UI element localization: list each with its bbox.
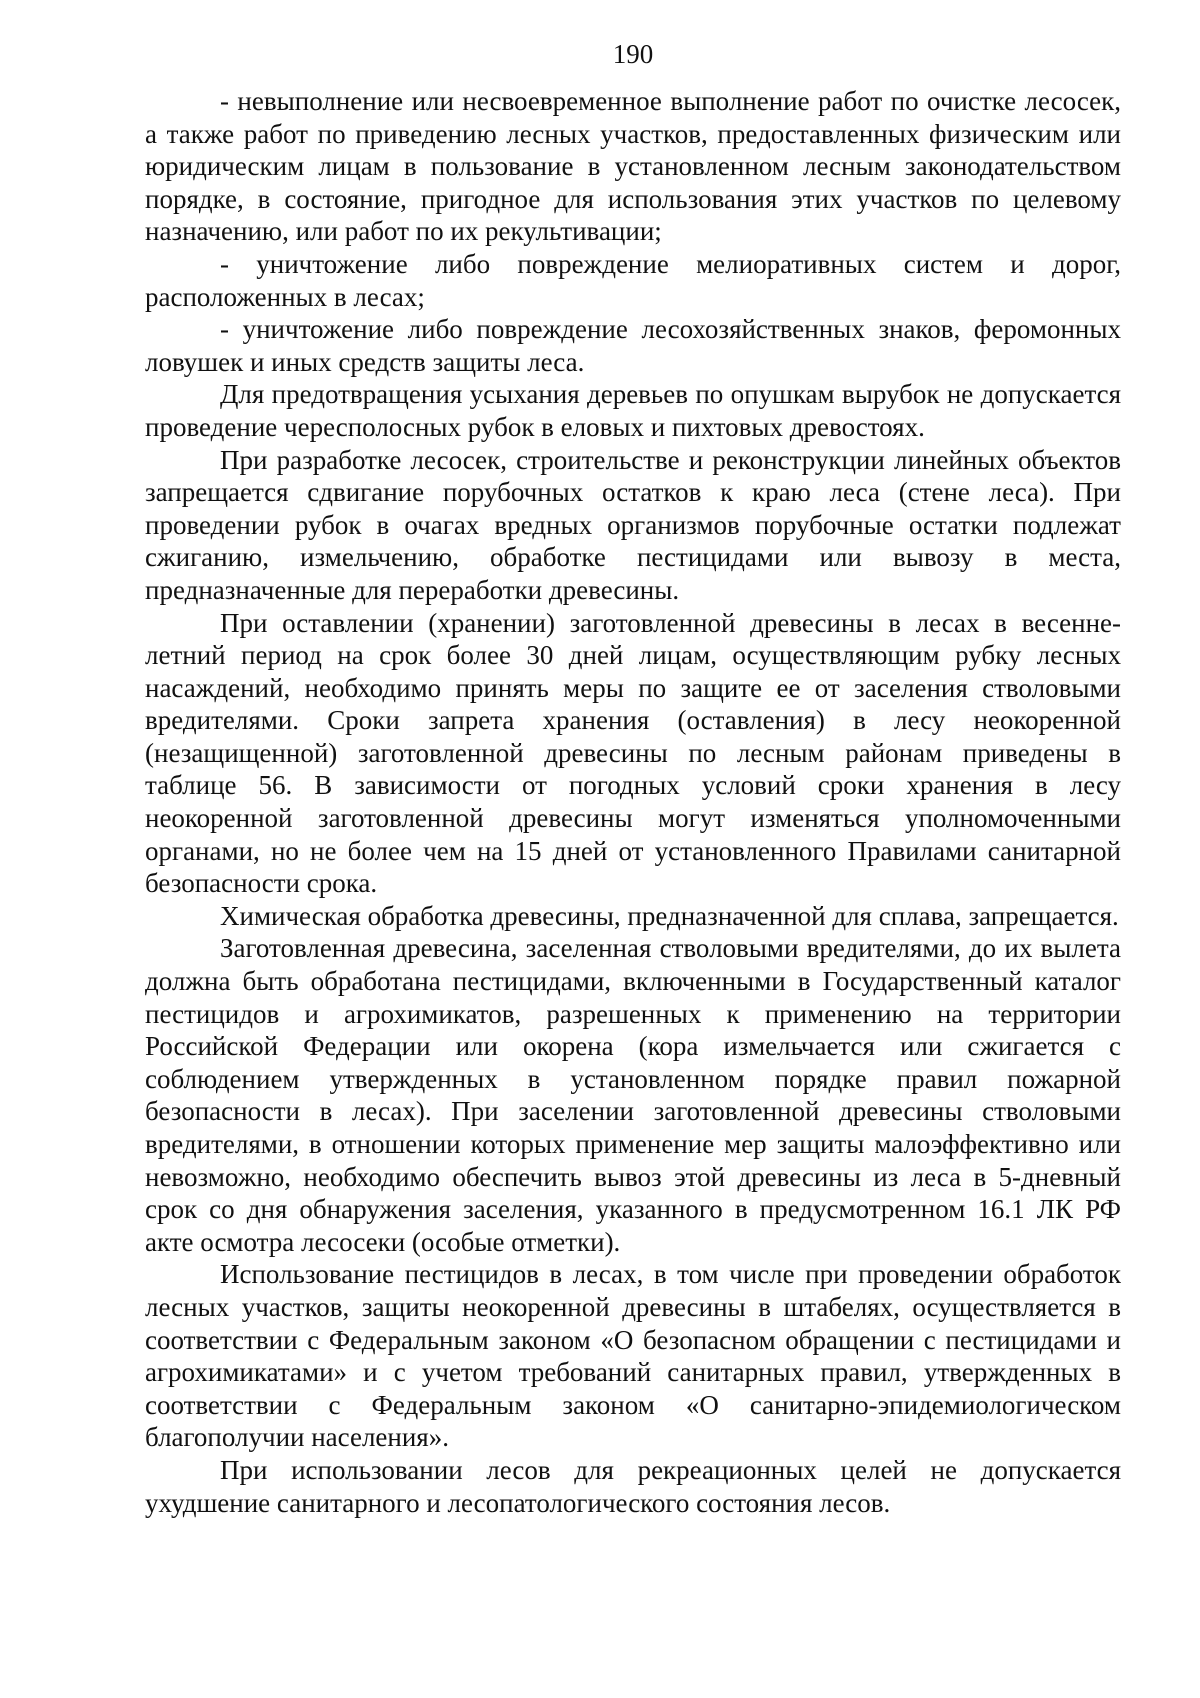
paragraph-forest-signs-damage: - уничтожение либо повреждение лесохозяйственных знаков, феромонных ловушек и иных средств защиты леса. — [145, 314, 1121, 377]
paragraph-recreational-use: При использовании лесов для рекреационных целей не допускается ухудшение санитарного и лесопатологического состояния лесов. — [145, 1454, 1121, 1518]
paragraph-pesticide-use: Использование пестицидов в лесах, в том числе при проведении обработок лесных участков, защиты неокоренной древесины в штабелях, осуществляется в соответствии с Федеральным законом «О безопасном обращении с пестицидами и агрохимикатами» и с учетом требований санитарных правил, утвержденных в соответствии с Федеральным законом «О санитарно-эпидемиологическом благополучии населения». — [145, 1259, 1121, 1453]
paragraph-timber-storage: При оставлении (хранении) заготовленной древесины в лесах в весенне-летний период на срок более 30 дней лицам, осуществляющим рубку лесных насаждений, необходимо принять меры по защите ее от заселения стволовыми вредителями. Сроки запрета хранения (оставления) в лесу неокоренной (незащищенной) заготовленной древесины по лесным районам приведены в таблице 56. В зависимости от погодных условий сроки хранения в лесу неокоренной заготовленной древесины могут изменяться уполномоченными органами, но не более чем на 15 дней от установленного Правилами санитарной безопасности срока. — [145, 607, 1121, 899]
paragraph-chemical-treatment-ban: Химическая обработка древесины, предназначенной для сплава, запрещается. — [220, 900, 1119, 931]
paragraph-logging-residues: При разработке лесосек, строительстве и реконструкции линейных объектов запрещается сдвигание порубочных остатков к краю леса (стене леса). При проведении рубок в очагах вредных организмов порубочные остатки подлежат сжиганию, измельчению, обработке пестицидами или вывозу в места, предназначенные для переработки древесины. — [145, 444, 1121, 605]
page-number: 190 — [612, 39, 654, 69]
document-page — [145, 38, 1121, 1519]
paragraph-drainage-roads-damage: - уничтожение либо повреждение мелиоративных систем и дорог, расположенных в лесах; — [145, 248, 1121, 312]
paragraph-infested-timber: Заготовленная древесина, заселенная стволовыми вредителями, до их вылета должна быть обработана пестицидами, включенными в Государственный каталог пестицидов и агрохимикатов, разрешенных к применению на территории Российской Федерации или окорена (кора измельчается или сжигается с соблюдением утвержденных в установленном порядке правил пожарной безопасности в лесах). При заселении заготовленной древесины стволовыми вредителями, в отношении которых применение мер защиты малоэффективно или невозможно, необходимо обеспечить вывоз этой древесины из леса в 5-дневный срок со дня обнаружения заселения, указанного в предусмотренном 16.1 ЛК РФ акте осмотра лесосеки (особые отметки). — [145, 933, 1121, 1257]
paragraph-logging-site-cleanup: - невыполнение или несвоевременное выполнение работ по очистке лесосек, а также работ по приведению лесных участков, предоставленных физическим или юридическим лицам в пользование в установленном лесным законодательством порядке, в состояние, пригодное для использования этих участков по целевому назначению, или работ по их рекультивации; — [145, 86, 1121, 247]
paragraph-edge-drying-prevention: Для предотвращения усыхания деревьев по опушкам вырубок не допускается проведение чересполосных рубок в еловых и пихтовых древостоях. — [145, 379, 1121, 442]
